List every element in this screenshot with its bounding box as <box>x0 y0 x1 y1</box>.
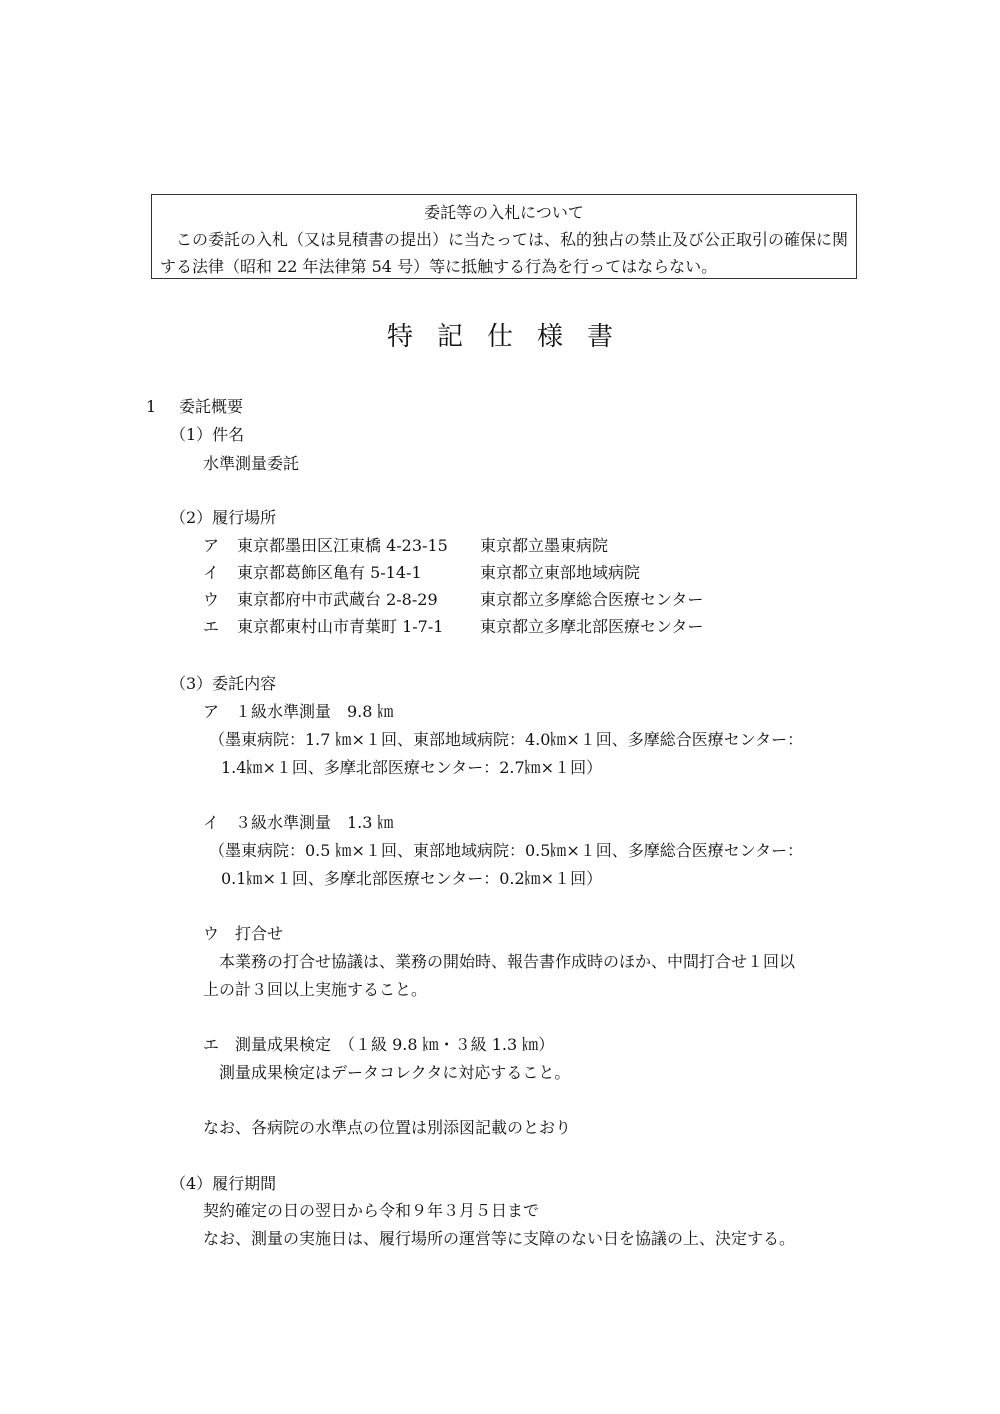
item-1-label: （1）件名 <box>170 425 245 444</box>
place-address: 東京都府中市武蔵台 2-8-29 <box>237 590 438 609</box>
level1-survey-detail: （墨東病院：1.7 ㎞×１回、東部地域病院：4.0㎞×１回、多摩総合医療センター： <box>209 730 804 749</box>
meeting-detail-cont: 上の計３回以上実施すること。 <box>203 980 428 999</box>
place-facility: 東京都立墨東病院 <box>480 536 609 555</box>
item-3-label: （3）委託内容 <box>170 674 277 693</box>
document-title: 特記仕様書 <box>386 322 637 352</box>
level3-survey-detail-cont: 0.1㎞×１回、多摩北部医療センター：0.2㎞×１回） <box>221 869 603 888</box>
section-title: 委託概要 <box>179 397 244 416</box>
place-address: 東京都東村山市青葉町 1-7-1 <box>237 617 444 636</box>
period-line: 契約確定の日の翌日から令和９年３月５日まで <box>203 1201 540 1220</box>
level1-survey-heading: ア １級水準測量 9.8 ㎞ <box>203 702 394 721</box>
place-mark: ア <box>203 536 220 555</box>
benchmark-note: なお、各病院の水準点の位置は別添図記載のとおり <box>203 1118 572 1137</box>
item-2-label: （2）履行場所 <box>170 508 277 527</box>
level1-survey-detail-cont: 1.4㎞×１回、多摩北部医療センター：2.7㎞×１回） <box>221 758 603 777</box>
place-address: 東京都墨田区江東橋 4-23-15 <box>237 536 448 555</box>
level3-survey-detail: （墨東病院：0.5 ㎞×１回、東部地域病院：0.5㎞×１回、多摩総合医療センター： <box>209 841 804 860</box>
notice-title: 委託等の入札について <box>424 203 584 222</box>
item-4-label: （4）履行期間 <box>170 1174 277 1193</box>
place-mark: イ <box>203 563 220 582</box>
place-row <box>203 616 703 638</box>
place-address: 東京都葛飾区亀有 5-14-1 <box>237 563 422 582</box>
level3-survey-heading: イ ３級水準測量 1.3 ㎞ <box>203 813 394 832</box>
place-mark: エ <box>203 617 220 636</box>
survey-inspection-detail: 測量成果検定はデータコレクタに対応すること。 <box>219 1063 571 1082</box>
meeting-detail: 本業務の打合せ協議は、業務の開始時、報告書作成時のほか、中間打合せ１回以 <box>219 952 796 971</box>
place-facility: 東京都立多摩総合医療センター <box>480 590 704 609</box>
meeting-heading: ウ 打合せ <box>203 924 284 943</box>
place-facility: 東京都立多摩北部医療センター <box>480 617 704 636</box>
section-number: 1 <box>146 397 157 416</box>
place-facility: 東京都立東部地域病院 <box>480 563 641 582</box>
section-1-heading <box>146 396 243 418</box>
survey-inspection-heading: エ 測量成果検定 （１級 9.8 ㎞・３級 1.3 ㎞） <box>203 1035 555 1054</box>
period-note: なお、測量の実施日は、履行場所の運営等に支障のない日を協議の上、決定する。 <box>203 1229 796 1248</box>
place-row <box>203 535 608 557</box>
place-row <box>203 589 703 611</box>
place-mark: ウ <box>203 590 220 609</box>
bid-notice-box <box>151 194 857 279</box>
notice-body: この委託の入札（又は見積書の提出）に当たっては、私的独占の禁止及び公正取引の確保に関する法律（昭和 22 年法律第 54 号）等に抵触する行為を行ってはならない。 <box>160 230 849 276</box>
project-name: 水準測量委託 <box>203 454 300 473</box>
place-row <box>203 562 640 584</box>
